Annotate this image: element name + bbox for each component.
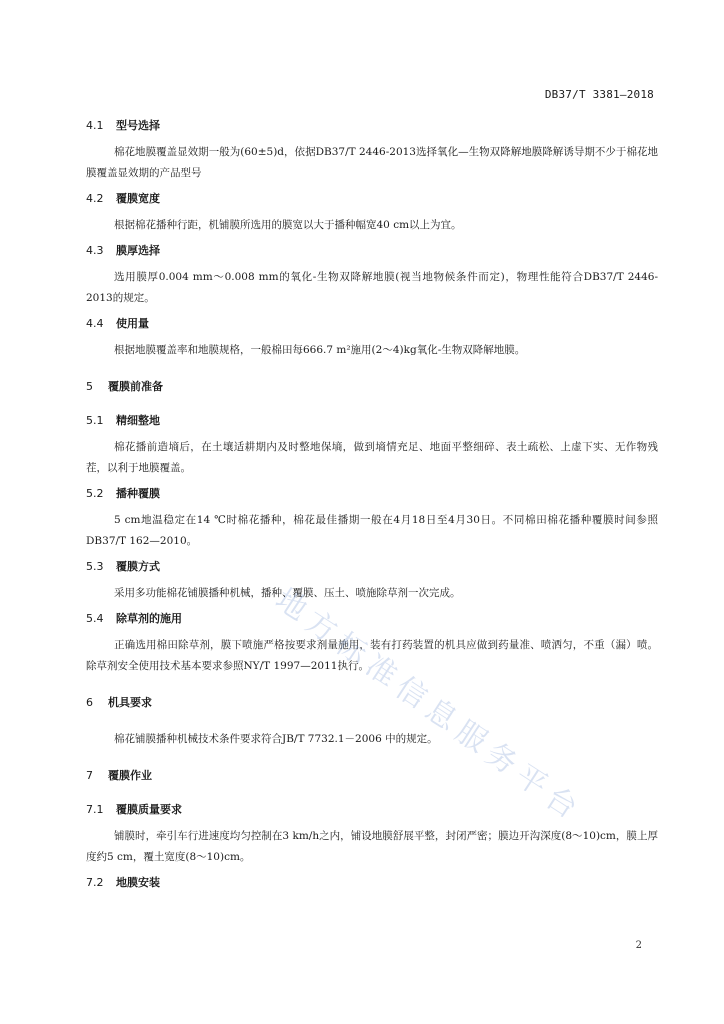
section-heading: [86, 559, 658, 575]
section-number: 5.1: [86, 414, 104, 427]
section-heading: [86, 695, 658, 711]
section-number: 5.2: [86, 487, 104, 500]
section-paragraph: 根据地膜覆盖率和地膜规格，一般棉田每666.7 m²施用(2～4)kg氧化-生物双降解地膜。: [114, 344, 526, 356]
watermark-char: 息: [418, 692, 464, 738]
section-number: 5.3: [86, 560, 104, 573]
section-title: 型号选择: [116, 119, 160, 132]
watermark-char: 服: [448, 714, 494, 760]
section-title: 覆膜质量要求: [116, 803, 182, 816]
section-number: 7.1: [86, 803, 104, 816]
section-heading: [86, 875, 658, 891]
watermark-char: 地: [268, 582, 314, 628]
document-body: [86, 118, 658, 899]
section-number: 4.3: [86, 244, 104, 257]
section-number: 7: [86, 769, 93, 782]
section-heading: [86, 243, 658, 259]
section-title: 精细整地: [116, 414, 160, 427]
section-paragraph: 棉花播前造墒后，在土壤适耕期内及时整地保墒，做到墒情充足、地面平整细碎、表土疏松、上虚下实、无作物残茬，以利于地膜覆盖。: [86, 441, 658, 474]
section-number: 6: [86, 696, 93, 709]
section-paragraph: 正确选用棉田除草剂，膜下喷施严格按要求剂量施用，装有打药装置的机具应做到药量准、喷洒匀，不重（漏）喷。除草剂安全使用技术基本要求参照NY/T 1997—2011执行。: [86, 639, 658, 672]
section-paragraph: 5 cm地温稳定在14 ℃时棉花播种，棉花最佳播期一般在4月18日至4月30日。不同棉田棉花播种覆膜时间参照DB37/T 162—2010。: [86, 514, 658, 547]
section-title: 机具要求: [108, 696, 152, 709]
section-heading: [86, 379, 658, 395]
section-heading: [86, 413, 658, 429]
section-paragraph: 铺膜时，牵引车行进速度均匀控制在3 km/h之内，铺设地膜舒展平整，封闭严密；膜边开沟深度(8～10)cm，膜上厚度约5 cm，覆土宽度(8～10)cm。: [86, 830, 658, 863]
document-code: DB37/T 3381—2018: [544, 88, 654, 101]
section-heading: [86, 768, 658, 784]
section-heading: [86, 611, 658, 627]
watermark-char: 标: [328, 626, 374, 672]
section-title: 覆膜前准备: [108, 380, 163, 393]
section-heading: [86, 802, 658, 818]
section-title: 覆膜宽度: [116, 192, 160, 205]
section-paragraph: 根据棉花播种行距，机铺膜所选用的膜宽以大于播种幅宽40 cm以上为宜。: [114, 219, 462, 231]
section-paragraph: 选用膜厚0.004 mm～0.008 mm的氧化-生物双降解地膜(视当地物候条件而定)，物理性能符合DB37/T 2446-2013的规定。: [86, 271, 658, 304]
section-title: 地膜安装: [116, 876, 160, 889]
section-title: 覆膜方式: [116, 560, 160, 573]
section-number: 5: [86, 380, 93, 393]
section-title: 除草剂的施用: [116, 612, 182, 625]
section-paragraph: 棉花地膜覆盖显效期一般为(60±5)d，依据DB37/T 2446-2013选择氧化—生物双降解地膜降解诱导期不少于棉花地膜覆盖显效期的产品型号: [86, 146, 658, 179]
section-heading: [86, 486, 658, 502]
section-paragraph: 棉花铺膜播种机械技术条件要求符合JB/T 7732.1－2006 中的规定。: [114, 733, 438, 745]
section-number: 4.4: [86, 317, 104, 330]
watermark-char: 台: [538, 780, 584, 826]
watermark-char: 方: [298, 604, 344, 650]
section-title: 膜厚选择: [116, 244, 160, 257]
section-number: 5.4: [86, 612, 104, 625]
watermark-char: 平: [508, 758, 554, 804]
page-number: 2: [635, 940, 642, 951]
section-title: 播种覆膜: [116, 487, 160, 500]
section-heading: [86, 316, 658, 332]
section-number: 4.2: [86, 192, 104, 205]
watermark-char: 务: [478, 736, 524, 782]
section-paragraph: 采用多功能棉花铺膜播种机械，播种、覆膜、压土、喷施除草剂一次完成。: [114, 587, 461, 599]
watermark-char: 准: [358, 648, 404, 694]
section-title: 使用量: [116, 317, 149, 330]
section-heading: [86, 191, 658, 207]
section-number: 7.2: [86, 876, 104, 889]
section-number: 4.1: [86, 119, 104, 132]
section-heading: [86, 118, 658, 134]
watermark-char: 信: [388, 670, 434, 716]
section-title: 覆膜作业: [108, 769, 152, 782]
